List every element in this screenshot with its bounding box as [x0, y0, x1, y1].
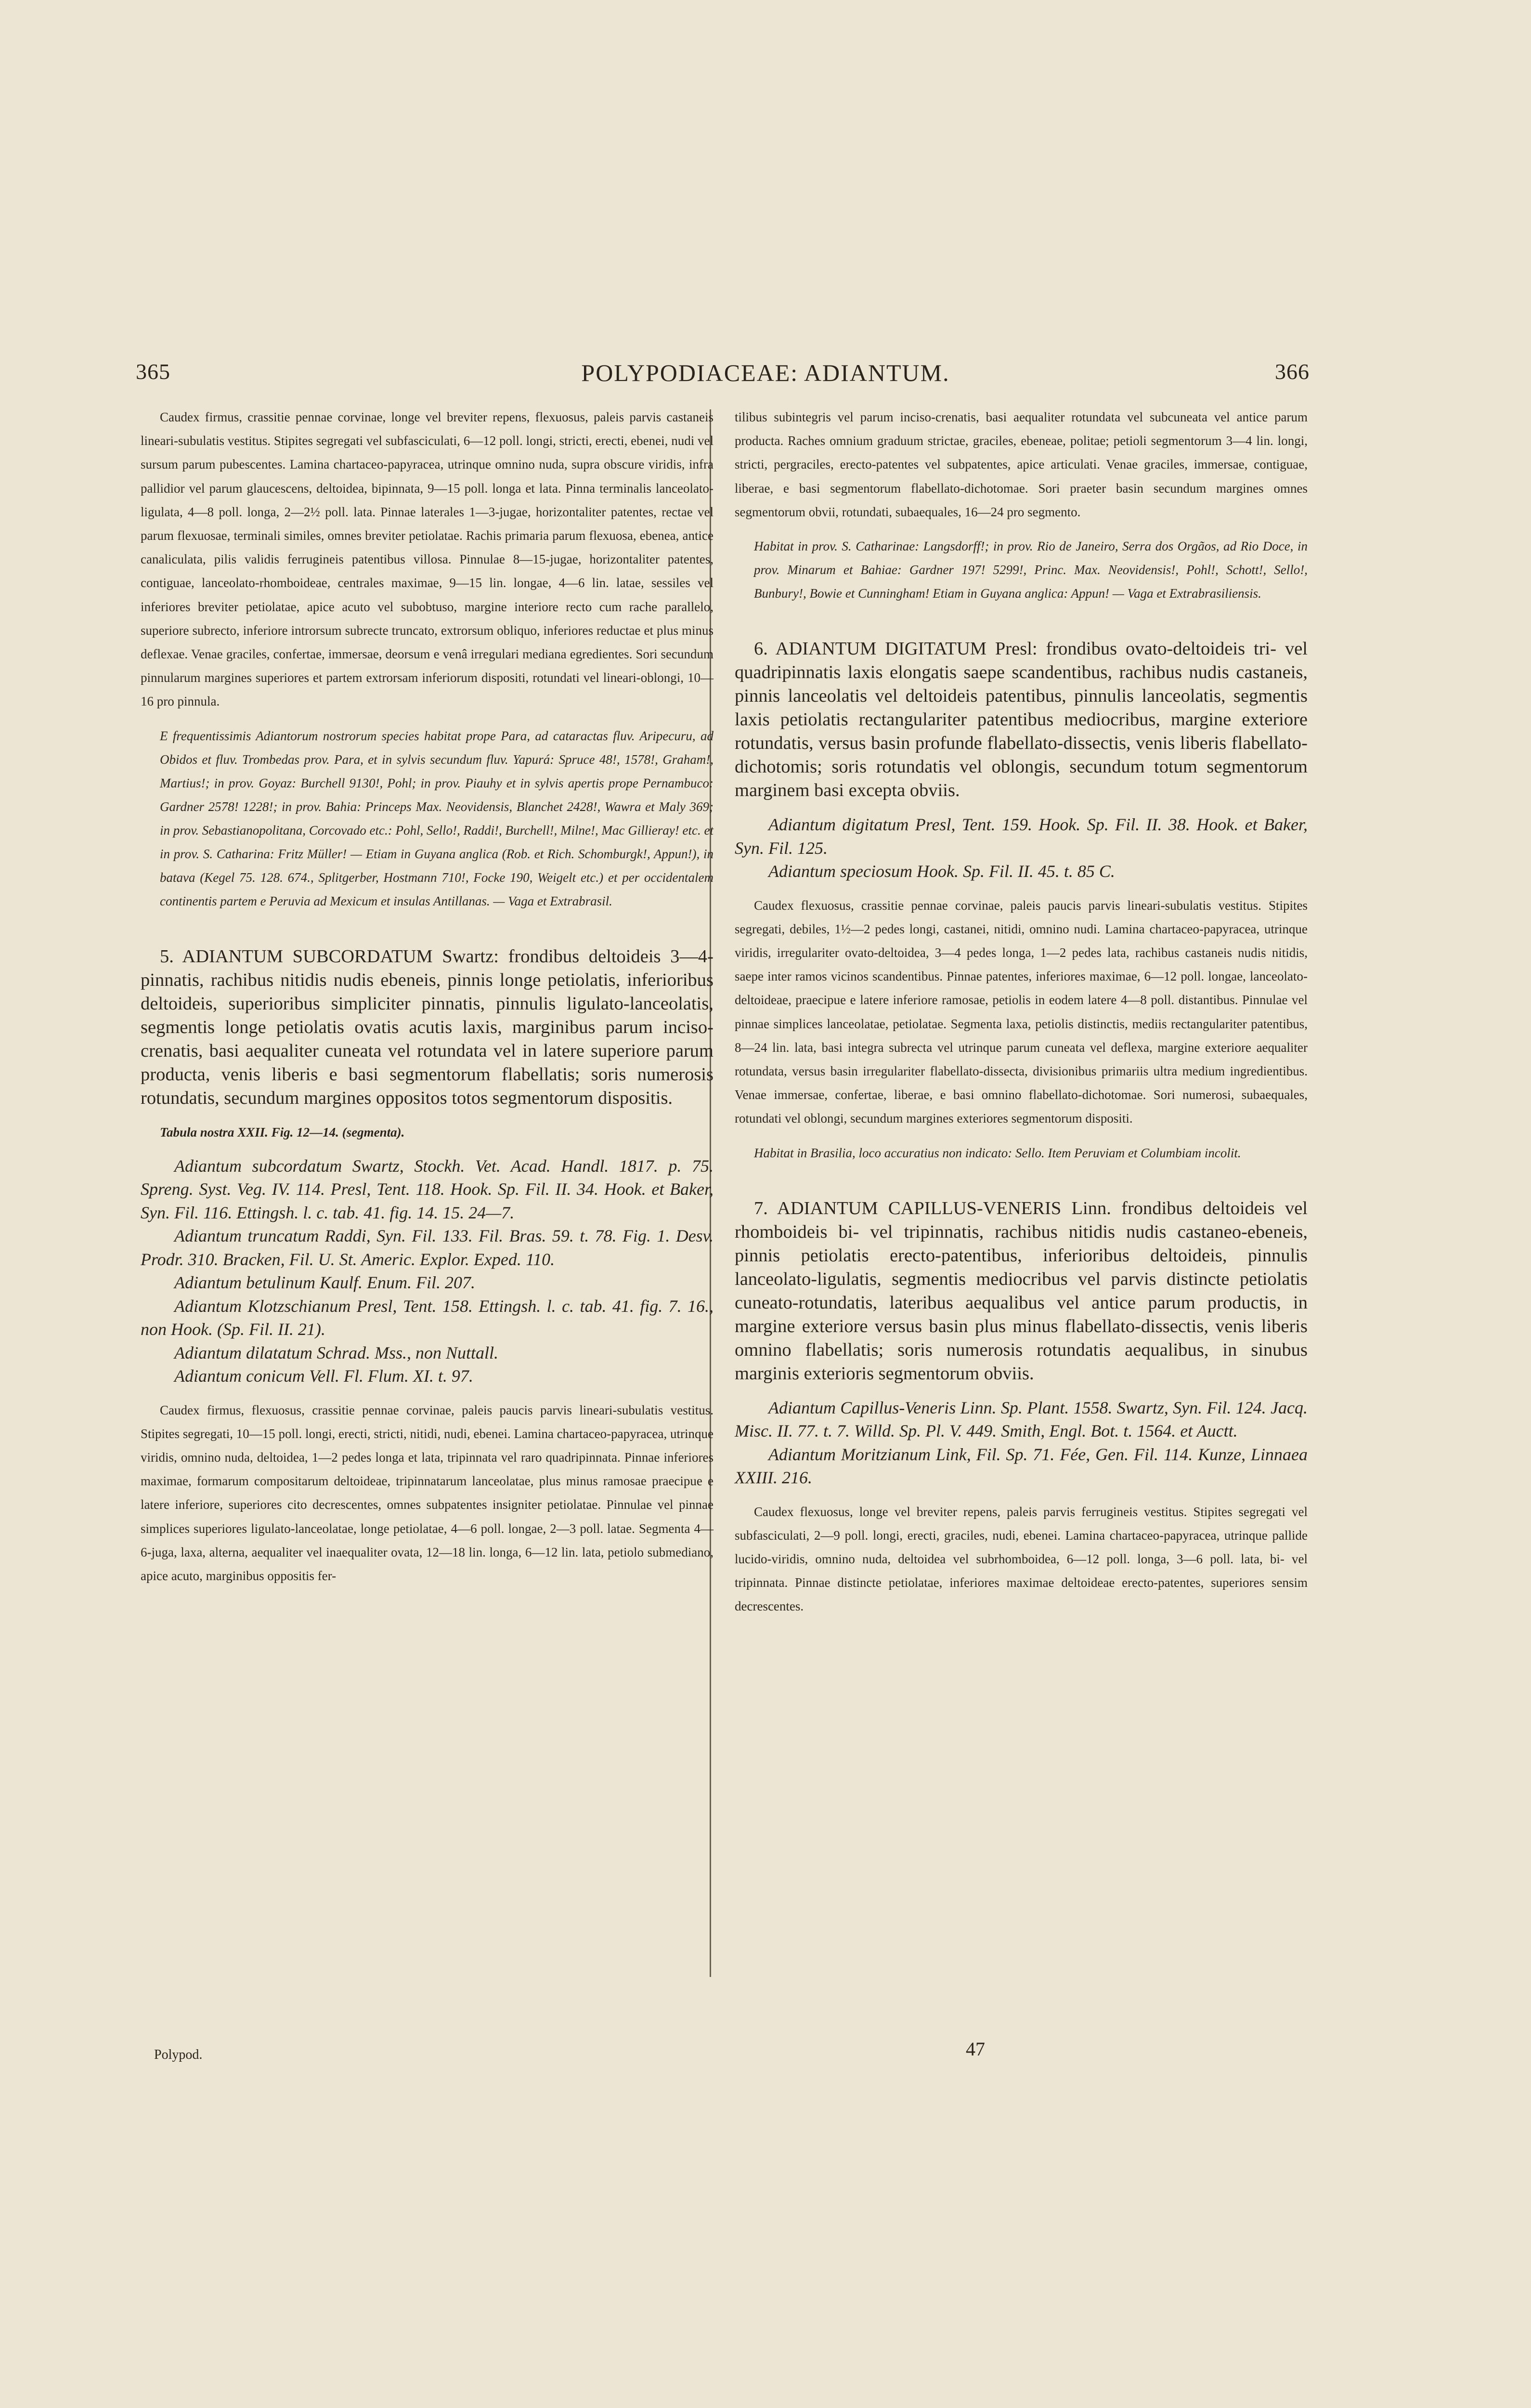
synonym-citation: Adiantum Capillus-Veneris Linn. Sp. Plant. 1558. Swartz, Syn. Fil. 124. Jacq. Misc. II. 77. t. 7. Willd. Sp. Pl. V. 449. Smith, Engl. Bot. t. 1564. et Auctt. — [735, 1398, 1308, 1441]
description-paragraph: Caudex flexuosus, longe vel breviter repens, paleis parvis ferrugineis vestitus. Stipites segregati vel subfasciculati, 2—9 poll. longi, erecti, graciles, nudi, ebenei. Lamina chartaceo-papyracea, utrinque pallide lucido-viridis, omnino nuda, deltoidea vel subrhomboidea, 6—12 poll. longa, 3—6 poll. lata, bi- vel tripinnata. Pinnae distincte petiolatae, inferiores maximae deltoideae erecto-patentes, superiores sensim decrescentes. — [735, 1504, 1308, 1614]
synonym-citation: Adiantum truncatum Raddi, Syn. Fil. 133. Fil. Bras. 59. t. 78. Fig. 1. Desv. Prodr. 310. Bracken, Fil. U. St. Americ. Explor. Exped. 110. — [141, 1226, 714, 1269]
left-page-number: 365 — [136, 359, 170, 384]
description-paragraph: Caudex firmus, crassitie pennae corvinae, longe vel breviter repens, flexuosus, paleis parvis castaneis lineari-subulatis vestitus. Stipites segregati vel subfasciculati, 6—12 poll. longi, stricti, erecti, ebenei, nudi vel sursum parum pubescentes. Lamina chartaceo-papyracea, utrinque omnino nuda, supra obscure viridis, infra pallidior vel parum glaucescens, deltoidea, bipinnata, 9—15 poll. longa et lata. Pinna terminalis lanceolato-ligulata, 4—8 poll. longa, 2—2½ poll. lata. Pinnae laterales 1—3-jugae, horizontaliter patentes, rectae vel parum flexuosae, terminali similes, omnes breviter petiolatae. Rachis primaria parum flexuosa, ebenea, antice canaliculata, pilis validis ferrugineis patentibus villosa. Pinnulae 8—15-jugae, horizontaliter patentes, contiguae, lanceolato-rhomboideae, centrales maximae, 9—15 lin. longae, 4—6 lin. latae, sessiles vel inferiores breviter petiolatae, apice acuto vel subobtuso, margine interiore recto cum rache parallelo, superiore subrecto, inferiore introrsum subrecte truncato, extrorsum obliquo, inferiores reductae et plus minus deflexae. Venae graciles, confertae, immersae, deorsum e venâ irregulari mediana egredientes. Sori secundum pinnularum margines superiores et partem extrorsam inferiorum dispositi, rotundati vel lineari-oblongi, 10—16 pro pinnula. — [141, 410, 714, 709]
description-paragraph: tilibus subintegris vel parum inciso-crenatis, basi aequaliter rotundata vel subcuneata vel antice parum producta. Raches omnium graduum strictae, graciles, ebeneae, politae; petioli segmentorum 3—4 lin. longi, stricti, pergraciles, erecto-patentes vel subpatentes, apice articulati. Venae graciles, immersae, contiguae, liberae, e basi segmentorum flabellato-dichotomae. Sori praeter basin secundum margines omnes segmentorum obvii, rotundati, subaequales, 16—24 pro segmento. — [735, 410, 1308, 519]
synonym-citation: Adiantum Klotzschianum Presl, Tent. 158. Ettingsh. l. c. tab. 41. fig. 7. 16., non Hook. (Sp. Fil. II. 21). — [141, 1296, 714, 1339]
description-paragraph: Caudex firmus, flexuosus, crassitie pennae corvinae, paleis paucis parvis lineari-subulatis vestitus. Stipites segregati, 10—15 poll. longi, erecti, stricti, nitidi, nudi, ebenei. Lamina chartaceo-papyracea, utrinque viridis, omnino nuda, deltoidea, 1—2 pedes longa et lata, tripinnata vel raro quadripinnata. Pinnae inferiores maximae, formarum compositarum deltoideae, tripinnatarum lanceolatae, plus minus ramosae praecipue e latere inferiore, superiores cito decrescentes, omnes subpatentes insigniter petiolatae. Pinnulae vel pinnae simplices superiores ligulato-lanceolatae, longe petiolatae, 4—6 poll. longae, 2—3 poll. latae. Segmenta 4—6-juga, laxa, alterna, aequaliter vel inaequaliter ovata, 12—18 lin. longa, 6—12 lin. lata, petiolo submediano, apice acuto, marginibus oppositis fer- — [141, 1402, 714, 1584]
species-diagnosis-6: 6. ADIANTUM DIGITATUM Presl: frondibus ovato-deltoideis tri- vel quadripinnatis laxis elongatis saepe scandentibus, rachibus nudis castaneis, pinnis lanceolatis vel deltoideis patentibus, pinnulis lanceolatis, segmentis laxis petiolatis rectangulariter patentibus mediocribus, margine exteriore rotundatis, versus basin profunde flabellato-dissectis, venis liberis flabellato-dichotomis; soris rotundatis vel oblongis, secundum totum segmentorum marginem basi excepta obviis. — [735, 639, 1308, 801]
signature-mark: Polypod. — [154, 2047, 203, 2062]
synonym-citation: Adiantum betulinum Kaulf. Enum. Fil. 207. — [174, 1273, 475, 1293]
habitat-paragraph: Habitat in prov. S. Catharinae: Langsdorff!; in prov. Rio de Janeiro, Serra dos Orgãos, ad Rio Doce, in prov. Minarum et Bahiae: Gardner 197! 5299!, Princ. Max. Neovidensis!, Pohl!, Schott!, Sello!, Bunbury!, Bowie et Cunningham! Etiam in Guyana anglica: Appun! — Vaga et Extrabrasiliensis. — [754, 539, 1308, 601]
running-title: POLYPODIACEAE: ADIANTUM. — [581, 359, 950, 386]
synonym-citation: Adiantum Moritzianum Link, Fil. Sp. 71. Fée, Gen. Fil. 114. Kunze, Linnaea XXIII. 216. — [735, 1444, 1308, 1488]
left-column — [141, 406, 714, 1588]
synonym-citation: Adiantum conicum Vell. Fl. Flum. XI. t. 97. — [174, 1366, 473, 1386]
synonym-citation: Adiantum subcordatum Swartz, Stockh. Vet. Acad. Handl. 1817. p. 75. Spreng. Syst. Veg. IV. 114. Presl, Tent. 118. Hook. Sp. Fil. II. 34. Hook. et Baker, Syn. Fil. 116. Ettingsh. l. c. tab. 41. fig. 14. 15. 24—7. — [141, 1156, 714, 1222]
species-diagnosis-7: 7. ADIANTUM CAPILLUS-VENERIS Linn. frondibus deltoideis vel rhomboideis bi- vel tripinnatis, rachibus nitidis nudis castaneo-ebeneis, pinnis petiolatis erecto-patentibus, inferioribus deltoideis, pinnulis lanceolato-ligulatis, segmentis mediocribus vel parvis distincte petiolatis cuneato-rotundatis, lateribus aequalibus vel antice parum productis, in margine exteriore versus basin plus minus flabellato-dissectis, venis liberis omnino flabellatis; soris numerosis rotundatis aequalibus, in sinubus marginis exterioris segmentorum obviis. — [735, 1198, 1308, 1384]
description-paragraph: Caudex flexuosus, crassitie pennae corvinae, paleis paucis parvis lineari-subulatis vestitus. Stipites segregati, debiles, 1½—2 pedes longi, castanei, nitidi, omnino nudi. Lamina chartaceo-papyracea, utrinque viridis, irregulariter ovato-deltoidea, 3—4 pedes longa, 1—2 pedes lata, rachibus castaneis nudis nitidis, saepe inter ramos vicinos scandentibus. Pinnae patentes, inferiores maximae, 6—12 poll. longae, lanceolato-deltoideae, praecipue e latere inferiore ramosae, petiolis in eodem latere 4—8 poll. distantibus. Pinnulae vel pinnae simplices lanceolatae, petiolatae. Segmenta laxa, petiolis distinctis, mediis rectangulariter patentibus, 8—24 lin. lata, basi integra subrecta vel utrinque parum cuneata vel deflexa, margine exteriore aequaliter rotundata, versus basin irregulariter flabellato-dissecta, divisionibus primariis ultra medium ingredientibus. Venae immersae, confertae, liberae, e basi omnino flabellato-dichotomae. Sori numerosi, subaequales, rotundati vel oblongi, secundum margines exteriores segmentorum dispositi. — [735, 898, 1308, 1126]
species-diagnosis-5: 5. ADIANTUM SUBCORDATUM Swartz: frondibus deltoideis 3—4-pinnatis, rachibus nitidis nudis ebeneis, pinnis longe petiolatis, inferioribus deltoideis, superioribus simpliciter pinnatis, pinnulis ligulato-lanceolatis, segmentis longe petiolatis ovatis acutis laxis, marginibus parum inciso-crenatis, basi aequaliter cuneata vel rotundata vel in latere superiore parum producta, venis liberis e basi segmentorum flabellatis; soris numerosis rotundatis, secundum margines oppositos totos segmentorum dispositis. — [141, 946, 714, 1108]
sheet-number: 47 — [966, 2038, 985, 2060]
habitat-paragraph: E frequentissimis Adiantorum nostrorum species habitat prope Para, ad cataractas fluv. Aripecuru, ad Obidos et fluv. Trombedas prov. Para, et in sylvis secundum fluv. Yapurá: Spruce 48!, 1578!, Graham!, Martius!; in prov. Goyaz: Burchell 9130!, Pohl; in prov. Piauhy et in sylvis apertis prope Pernambuco: Gardner 2578! 1228!; in prov. Bahia: Princeps Max. Neovidensis, Blanchet 2428!, Wawra et Maly 369; in prov. Sebastianopolitana, Corcovado etc.: Pohl, Sello!, Raddi!, Burchell!, Milne!, Mac Gillieray! etc. et in prov. S. Catharina: Fritz Müller! — Etiam in Guyana anglica (Rob. et Rich. Schomburgk!, Appun!), in batava (Kegel 75. 128. 674., Splitgerber, Hostmann 710!, Focke 190, Weigelt etc.) et per occidentalem continentis partem e Peruvia ad Mexicum et insulas Antillanas. — Vaga et Extrabrasil. — [160, 728, 714, 908]
synonym-citation: Adiantum digitatum Presl, Tent. 159. Hook. Sp. Fil. II. 38. Hook. et Baker, Syn. Fil. 125. — [735, 815, 1308, 858]
synonym-citation: Adiantum dilatatum Schrad. Mss., non Nuttall. — [174, 1343, 499, 1362]
plate-caption: Tabula nostra XXII. Fig. 12—14. (segmenta). — [160, 1125, 405, 1139]
right-page-number: 366 — [1275, 359, 1310, 384]
synonym-citation: Adiantum speciosum Hook. Sp. Fil. II. 45. t. 85 C. — [768, 862, 1115, 881]
right-column — [735, 406, 1308, 1619]
habitat-paragraph: Habitat in Brasilia, loco accuratius non indicato: Sello. Item Peruviam et Columbiam incolit. — [754, 1145, 1241, 1160]
